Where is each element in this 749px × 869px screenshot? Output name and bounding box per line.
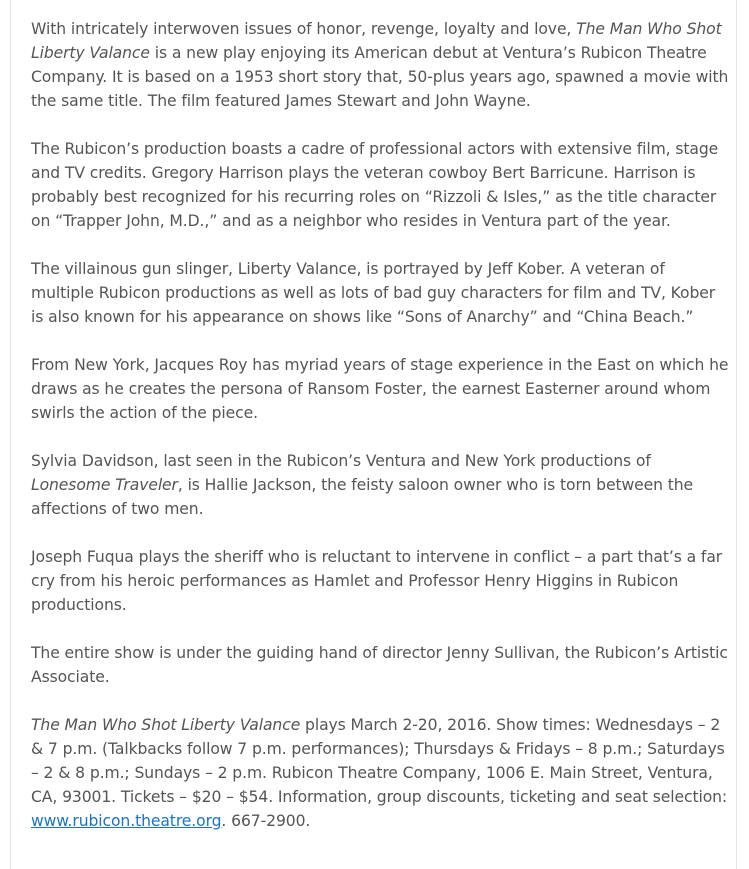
text-segment: is a new play enjoying its American debut at Ventura’s Rubicon Theatre Company. It is based on a 1953 short story that, 50-plus years ago, spawned a movie with the same title. The film featured James Stewart and John Wayne.	[31, 44, 729, 110]
text-segment: Sylvia Davidson, last seen in the Rubicon’s Ventura and New York productions of	[31, 452, 651, 470]
article-body	[31, 17, 731, 857]
play-title: The Man Who Shot Liberty Valance	[31, 716, 301, 734]
text-segment: Joseph Fuqua plays the sheriff who is reluctant to intervene in conflict – a part that’s a far cry from his heroic performances as Hamlet and Professor Henry Higgins in Rubicon productions.	[31, 548, 723, 614]
text-segment: plays March 2-20, 2016. Show times: Wednesdays – 2 & 7 p.m. (Talkbacks follow 7 p.m. performances); Thursdays & Fridays – 8 p.m.; Saturdays – 2 & 8 p.m.; Sundays – 2 p.m. Rubicon Theatre Company, 1006 E. Main Street, Ventura, CA, 93001. Tickets – $20 – $54. Information, group discounts, ticketing and seat selection:	[31, 716, 728, 806]
text-segment: The villainous gun slinger, Liberty Valance, is portrayed by Jeff Kober. A veteran of multiple Rubicon productions as well as lots of bad guy characters for film and TV, Kober is also known for his appearance on shows like “Sons of Anarchy” and “China Beach.”	[31, 260, 716, 326]
text-segment: , is Hallie Jackson, the feisty saloon owner who is torn between the affections of two men.	[31, 476, 694, 518]
production-title: Lonesome Traveler	[31, 476, 178, 494]
text-segment: The entire show is under the guiding hand of director Jenny Sullivan, the Rubicon’s Artistic Associate.	[31, 644, 728, 686]
text-segment: . 667-2900.	[221, 812, 311, 830]
paragraph-intro	[31, 17, 731, 113]
paragraph-cast-davidson	[31, 449, 731, 521]
paragraph-cast-kober	[31, 257, 731, 329]
article-container	[10, 0, 737, 869]
paragraph-cast-harrison	[31, 137, 731, 233]
paragraph-cast-fuqua	[31, 545, 731, 617]
rubicon-website-link[interactable]: www.rubicon.theatre.org	[31, 812, 222, 830]
paragraph-director	[31, 641, 731, 689]
play-title: The Man Who Shot Liberty Valance	[31, 20, 722, 62]
text-segment: The Rubicon’s production boasts a cadre of professional actors with extensive film, stage and TV credits. Gregory Harrison plays the veteran cowboy Bert Barricune. Harrison is probably best recognized for his recurring roles on “Rizzoli & Isles,” as the title character on “Trapper John, M.D.,” and as a neighbor who resides in Ventura part of the year.	[31, 140, 719, 230]
paragraph-showtimes	[31, 713, 731, 833]
text-segment: From New York, Jacques Roy has myriad years of stage experience in the East on which he draws as he creates the persona of Ransom Foster, the earnest Easterner around whom swirls the action of the piece.	[31, 356, 729, 422]
paragraph-cast-roy	[31, 353, 731, 425]
text-segment: With intricately interwoven issues of honor, revenge, loyalty and love,	[31, 20, 577, 38]
